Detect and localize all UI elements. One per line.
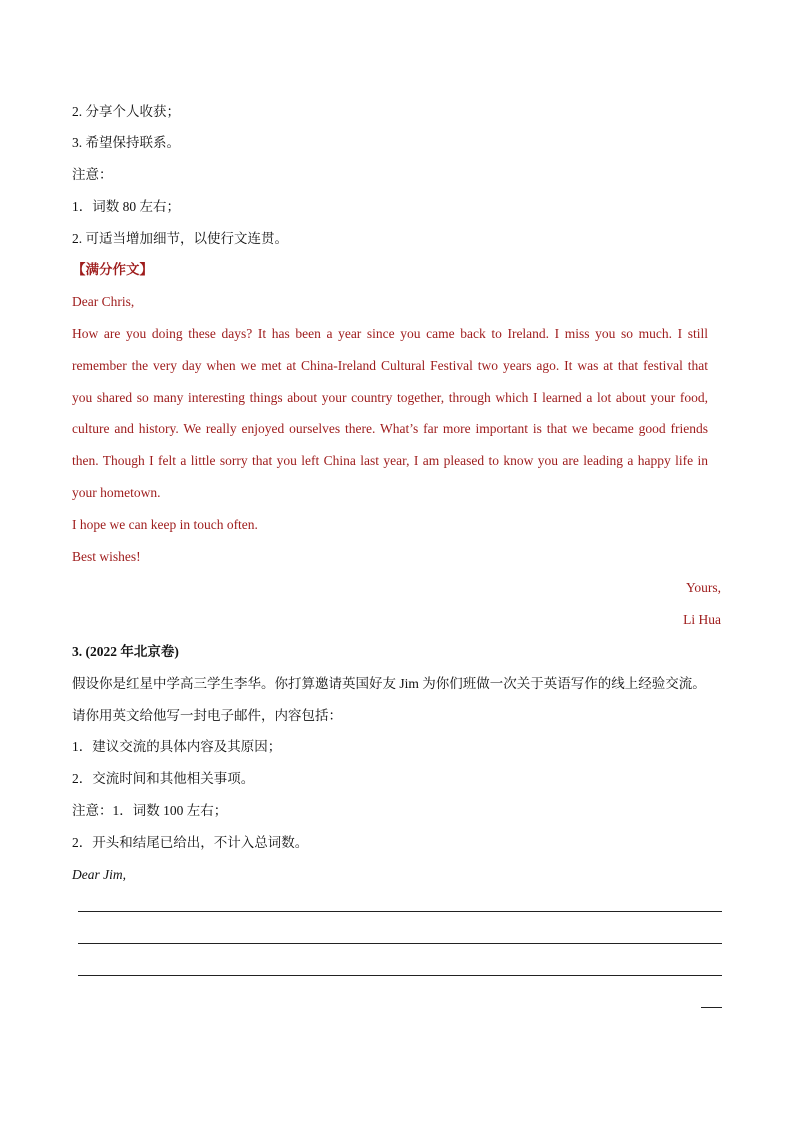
note-label: 注意：: [72, 167, 113, 182]
answer-line[interactable]: [78, 943, 722, 944]
question-greeting: Dear Jim,: [72, 867, 126, 882]
list-item-2: 2. 分享个人收获；: [72, 104, 180, 119]
question-3-header: [72, 643, 179, 661]
essay-line: remember the very day when we met at China-Ireland Cultural Festival two years ago. It was at that festival that: [72, 358, 708, 373]
question-number: 3.: [72, 644, 83, 659]
note-item-1: 1．词数 80 左右；: [72, 199, 180, 214]
list-item-3: 3. 希望保持联系。: [72, 135, 180, 150]
question-item-2: 2．交流时间和其他相关事项。: [72, 771, 255, 786]
essay-line: culture and history. We really enjoyed ourselves there. What’s far more important is that we became good friends: [72, 421, 708, 436]
answer-line[interactable]: [78, 975, 722, 976]
essay-line: your hometown.: [72, 485, 161, 500]
essay-greeting: Dear Chris,: [72, 294, 135, 309]
model-essay-heading: 【满分作文】: [72, 262, 153, 277]
essay-sign-off: Yours,: [685, 580, 721, 595]
question-item-1: 1．建议交流的具体内容及其原因；: [72, 739, 282, 754]
essay-line: How are you doing these days? It has been a year since you came back to Ireland. I miss you so much. I still: [72, 326, 708, 341]
question-source: (2022 年北京卷): [85, 644, 179, 659]
essay-line: then. Though I felt a little sorry that you left China last year, I am pleased to know you are leading a happy life in: [72, 453, 708, 468]
essay-line: you shared so many interesting things about your country together, through which I learned a lot about your food,: [72, 390, 708, 405]
essay-paragraph-2: I hope we can keep in touch often.: [72, 517, 258, 532]
answer-line[interactable]: [78, 911, 722, 912]
question-prompt-line-1: 假设你是红星中学高三学生李华。你打算邀请英国好友 Jim 为你们班做一次关于英语写作的线上经验交流。: [72, 676, 706, 691]
question-note-1: 注意：1．词数 100 左右；: [72, 803, 228, 818]
question-note-2: 2．开头和结尾已给出，不计入总词数。: [72, 835, 309, 850]
note-item-2: 2. 可适当增加细节，以使行文连贯。: [72, 231, 288, 246]
question-prompt-line-2: 请你用英文给他写一封电子邮件，内容包括：: [72, 708, 342, 723]
essay-signature: Li Hua: [683, 612, 721, 627]
answer-line-short[interactable]: [701, 1007, 722, 1008]
essay-closing: Best wishes!: [72, 549, 141, 564]
